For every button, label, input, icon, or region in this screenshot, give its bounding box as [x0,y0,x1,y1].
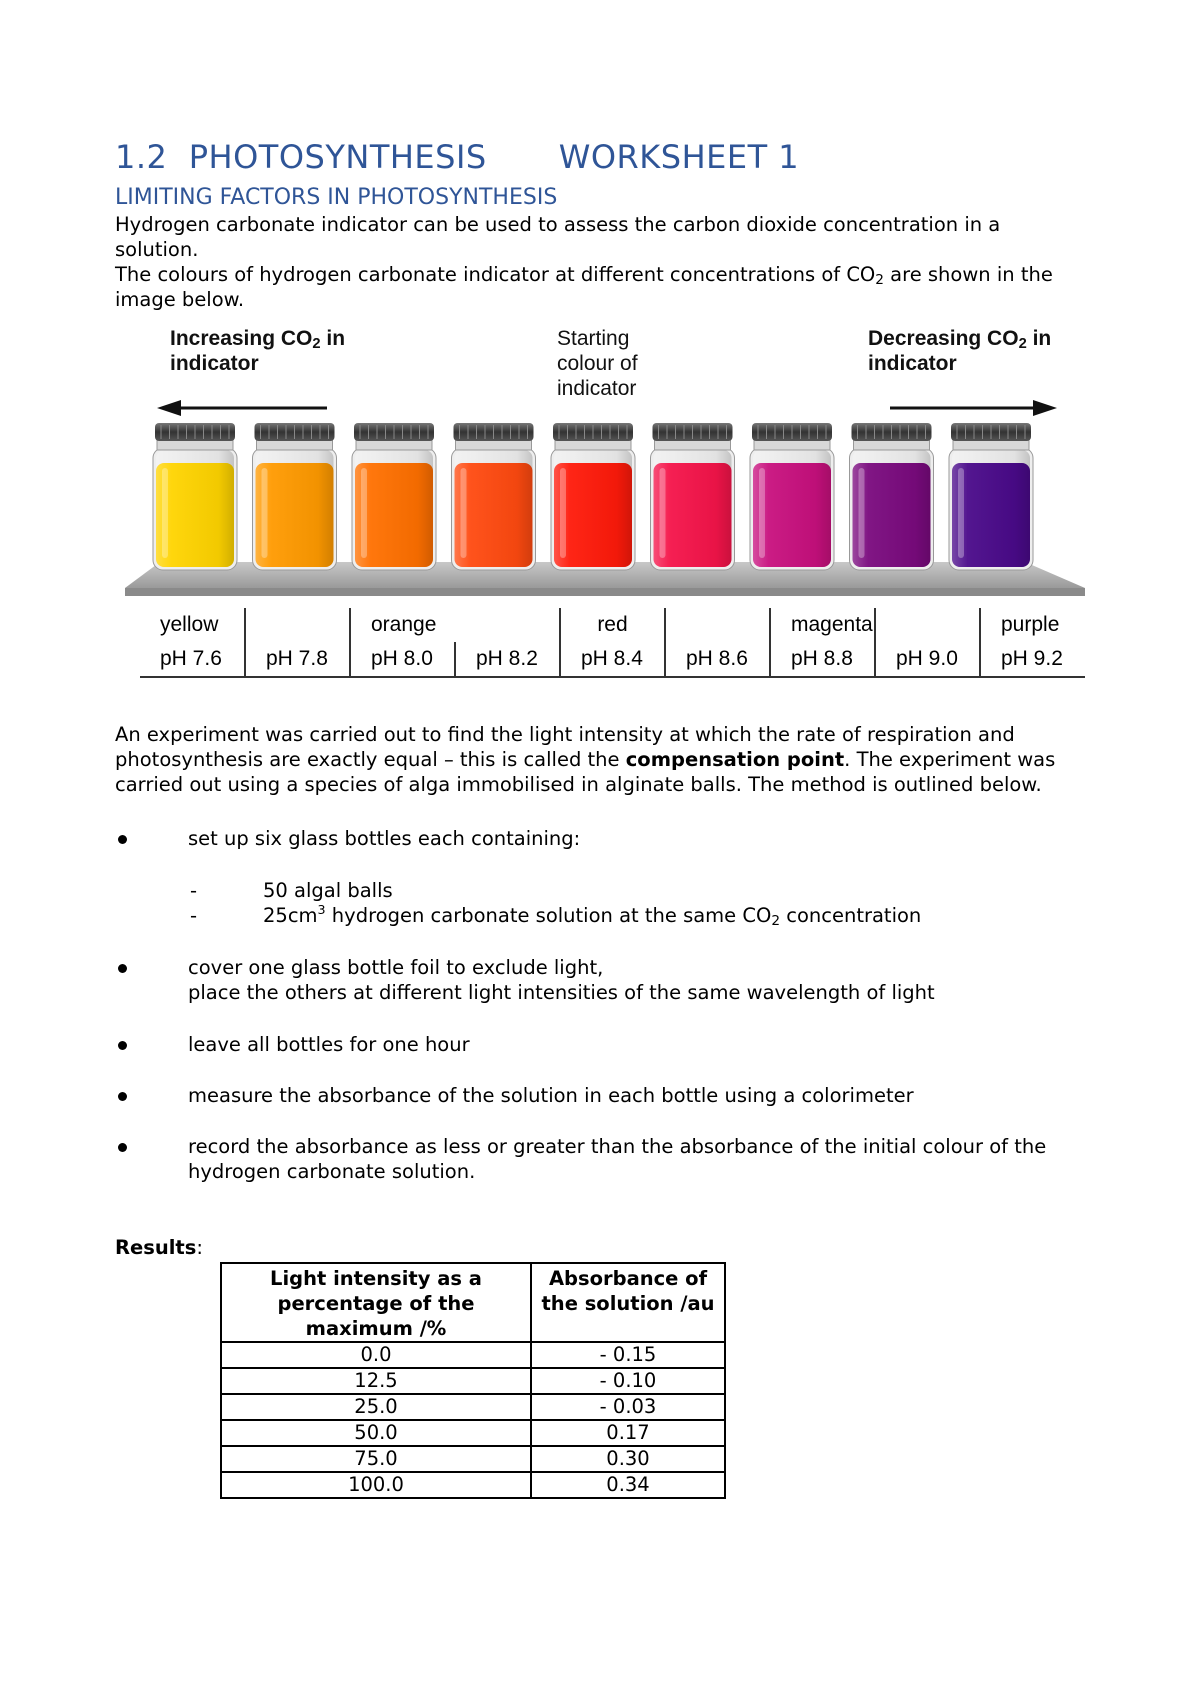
colour-name-cell: orange [350,608,455,642]
ph-cell: pH 7.6 [140,642,245,677]
results-table [220,1262,726,1499]
experiment-paragraph: An experiment was carried out to find the light intensity at which the rate of respiration and photosynthesis are exactly equal – this is called the compensation point. The experiment was carried out using a species of alga immobilised in alginate balls. The method is outlined below. [115,723,1056,796]
bullet-dot [118,835,127,844]
table-row [221,1394,725,1420]
table-row [221,1446,725,1472]
indicator-jar [153,423,237,570]
intensity-cell: 75.0 [221,1446,531,1472]
intro-line-1: Hydrogen carbonate indicator can be used to assess the carbon dioxide concentration in a solution. [115,213,1001,261]
results-label: Results: [115,1236,203,1259]
table-row [221,1368,725,1394]
table-row [221,1420,725,1446]
absorbance-header: Absorbance of the solution /au [531,1263,725,1342]
starting-colour-label: Starting colour of indicator [557,327,638,400]
absorbance-cell: - 0.15 [531,1342,725,1368]
colour-name-cell: red [560,608,665,642]
method-substep: - 50 algal balls [190,879,393,902]
page-title [115,138,799,176]
indicator-jar [551,423,635,570]
colour-name-cell: magenta [770,608,875,642]
worksheet-page: 1.2 PHOTOSYNTHESIS WORKSHEET 1 LIMITING FACTORS IN PHOTOSYNTHESIS Hydrogen carbonate indicator can be used to assess the carbon dioxide concentration in a solution. The colours of hydrogen carbonate indicator at different concentrations of $CO_2$ are shown in the image below. Increasing $CO_2$ in indicator Starting colour of indicator Decreasing $CO_2$ in indicator yellow orange red magenta purple pH 7.6 pH 7.8 pH 8.0 pH 8.2 pH 8.4 pH 8.6 pH 8.8 pH 9.0 pH 9.2 An experiment was carried out to find the light intensity at which the rate of respiration and photosynthesis are exactly equal – this is called the compensation point. The experiment was carried out using a species of alga immobilised in alginate balls. The method is outlined below. set up six glass bottles each containing: - 50 algal balls - $25cm^3$ hydrogen carbonate solution at the same $CO_2$ concentration cover one glass bottle foil to exclude light, place the others at different light intensities of the same wavelength of light leave all bottles for one hour measure the absorbance of the solution in each bottle using a colorimeter record the absorbance as less or greater than the absorbance of the initial colour of the hydrogen carbonate solution. Results: Light intensity as a percentage of the maximum /% Absorbance of the solution /au 0.0 - 0.15 12.5 - 0.10 25.0 - 0.03 50.0 0.17 75.0 0.30 100.0 0.34 [0,0,1200,1698]
dash-marker: - [190,904,198,927]
intensity-cell: 25.0 [221,1394,531,1420]
colour-name-cell [875,608,980,642]
results-header-row [221,1263,725,1342]
colour-name-row [140,608,1085,642]
intensity-cell: 100.0 [221,1472,531,1498]
increasing-co2-label: Increasing $CO_2$ in indicator [170,327,346,375]
indicator-figure [125,327,1085,680]
indicator-jar [651,423,735,570]
indicator-jar [750,423,834,570]
ph-cell: pH 9.2 [980,642,1085,677]
ph-cell: pH 8.2 [455,642,560,677]
ph-row [140,642,1085,677]
colour-name-cell [245,608,350,642]
bullet-dot [118,964,127,973]
absorbance-cell: 0.34 [531,1472,725,1498]
method-substep: - $25cm^3$ hydrogen carbonate solution at the same $CO_2$ concentration [190,902,922,929]
bullet-dot [118,1092,127,1101]
colour-ph-table [140,608,1085,678]
ph-cell: pH 8.4 [560,642,665,677]
title-number: 1.2 [115,138,168,176]
indicator-jar [352,423,436,570]
bullet-dot [118,1143,127,1152]
ph-cell: pH 8.0 [350,642,455,677]
shelf-edge [125,588,1085,596]
indicator-jar [452,423,536,570]
ph-cell: pH 8.6 [665,642,770,677]
intro-line-2: The colours of hydrogen carbonate indicator at different concentrations of $CO_2$ are shown in the image below. [115,263,1053,311]
dash-marker: - [190,879,198,902]
light-intensity-header: Light intensity as a percentage of the maximum /% [221,1263,531,1342]
colour-name-cell [665,608,770,642]
ph-cell: pH 8.8 [770,642,875,677]
intro-paragraph [115,212,1075,312]
decreasing-co2-label: Decreasing $CO_2$ in indicator [868,327,1052,375]
ph-cell: pH 7.8 [245,642,350,677]
absorbance-cell: 0.17 [531,1420,725,1446]
compensation-point-term: compensation point [625,748,845,771]
table-row [221,1472,725,1498]
title-topic: PHOTOSYNTHESIS [188,138,487,176]
intensity-cell: 0.0 [221,1342,531,1368]
right-arrow [890,400,1057,416]
intensity-cell: 12.5 [221,1368,531,1394]
indicator-jar [850,423,934,570]
page-subtitle: LIMITING FACTORS IN PHOTOSYNTHESIS [115,185,558,210]
jars-group [153,423,1033,570]
colour-name-cell [455,608,560,642]
colour-name-cell: purple [980,608,1085,642]
colour-name-cell: yellow [160,613,219,636]
absorbance-cell: 0.30 [531,1446,725,1472]
indicator-jar [949,423,1033,570]
bullet-dot [118,1041,127,1050]
indicator-jar [253,423,337,570]
absorbance-cell: - 0.03 [531,1394,725,1420]
title-sheet: WORKSHEET 1 [558,138,800,176]
absorbance-cell: - 0.10 [531,1368,725,1394]
intensity-cell: 50.0 [221,1420,531,1446]
table-row [221,1342,725,1368]
left-arrow [157,400,327,416]
ph-cell: pH 9.0 [875,642,980,677]
